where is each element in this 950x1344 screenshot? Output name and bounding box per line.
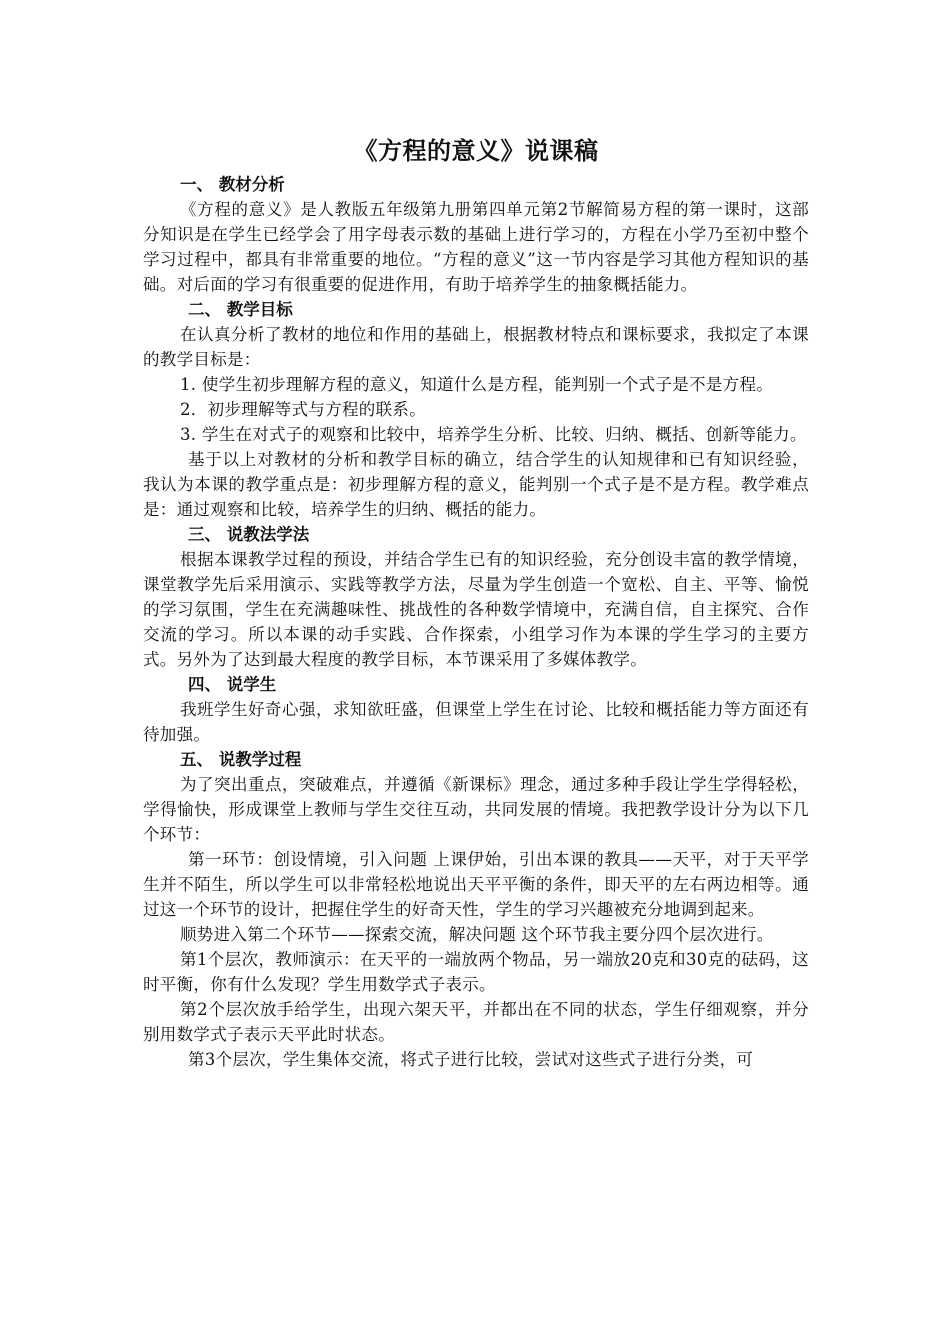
paragraph-key-points: 基于以上对教材的分析和教学目标的确立，结合学生的认知规律和已有知识经验，我认为本课的教学重点是：初步理解方程的意义，能判别一个式子是不是方程。教学难点是：通过观察和比较，培养学生的归纳、概括的能力。 <box>143 450 809 519</box>
section-heading-process: 五、 说教学过程 <box>180 750 302 769</box>
paragraph-level-3: 第3个层次，学生集体交流，将式子进行比较，尝试对这些式子进行分类，可 <box>188 1050 754 1069</box>
paragraph-goals-intro: 在认真分析了教材的地位和作用的基础上，根据教材特点和课标要求，我拟定了本课的教学目标是： <box>143 325 809 369</box>
paragraph-level-2: 第2个层次放手给学生，出现六架天平，并都出在不同的状态，学生仔细观察，并分别用数学式子表示天平此时状态。 <box>143 1000 809 1044</box>
paragraph-students: 我班学生好奇心强，求知欲旺盛，但课堂上学生在讨论、比较和概括能力等方面还有待加强。 <box>143 700 809 744</box>
goal-item-1: 1. 使学生初步理解方程的意义，知道什么是方程，能判别一个式子是不是方程。 <box>180 375 774 394</box>
section-heading-textbook-analysis: 一、 教材分析 <box>180 175 285 194</box>
section-heading-teaching-goals: 二、 教学目标 <box>188 300 293 319</box>
paragraph-process-intro: 为了突出重点，突破难点，并遵循《新课标》理念，通过多种手段让学生学得轻松，学得愉快，形成课堂上教师与学生交往互动，共同发展的情境。我把教学设计分为以下几个环节： <box>143 775 809 844</box>
paragraph-stage-1: 第一环节：创设情境，引入问题 上课伊始，引出本课的教具——天平，对于天平学生并不陌生，所以学生可以非常轻松地说出天平平衡的条件，即天平的左右两边相等。通过这一个环节的设计，把握住学生的好奇天性，学生的学习兴趣被充分地调到起来。 <box>143 850 809 919</box>
paragraph-methods: 根据本课教学过程的预设，并结合学生已有的知识经验，充分创设丰富的教学情境，课堂教学先后采用演示、实践等教学方法，尽量为学生创造一个宽松、自主、平等、愉悦的学习氛围，学生在充满趣味性、挑战性的各种数学情境中，充满自信，自主探究、合作交流的学习。所以本课的动手实践、合作探索，小组学习作为本课的学生学习的主要方式。另外为了达到最大程度的教学目标，本节课采用了多媒体教学。 <box>143 550 809 669</box>
goal-item-2: 2．初步理解等式与方程的联系。 <box>180 400 426 419</box>
paragraph-stage-2: 顺势进入第二个环节——探索交流，解决问题 这个环节我主要分四个层次进行。 <box>180 925 774 944</box>
paragraph-textbook-analysis: 《方程的意义》是人教版五年级第九册第四单元第2节解简易方程的第一课时，这部分知识是在学生已经学会了用字母表示数的基础上进行学习的，方程在小学乃至初中整个学习过程中，都具有非常重要的地位。“方程的意义”这一节内容是学习其他方程知识的基础。对后面的学习有很重要的促进作用，有助于培养学生的抽象概括能力。 <box>143 200 809 294</box>
paragraph-level-1: 第1个层次，教师演示：在天平的一端放两个物品，另一端放20克和30克的砝码，这时平衡，你有什么发现？学生用数学式子表示。 <box>143 950 809 994</box>
section-heading-students: 四、 说学生 <box>188 675 277 694</box>
section-heading-methods: 三、 说教法学法 <box>188 525 310 544</box>
document-body <box>143 134 809 1072</box>
goal-item-3: 3. 学生在对式子的观察和比较中，培养学生分析、比较、归纳、概括、创新等能力。 <box>180 425 807 444</box>
document-title: 《方程的意义》说课稿 <box>353 136 599 165</box>
